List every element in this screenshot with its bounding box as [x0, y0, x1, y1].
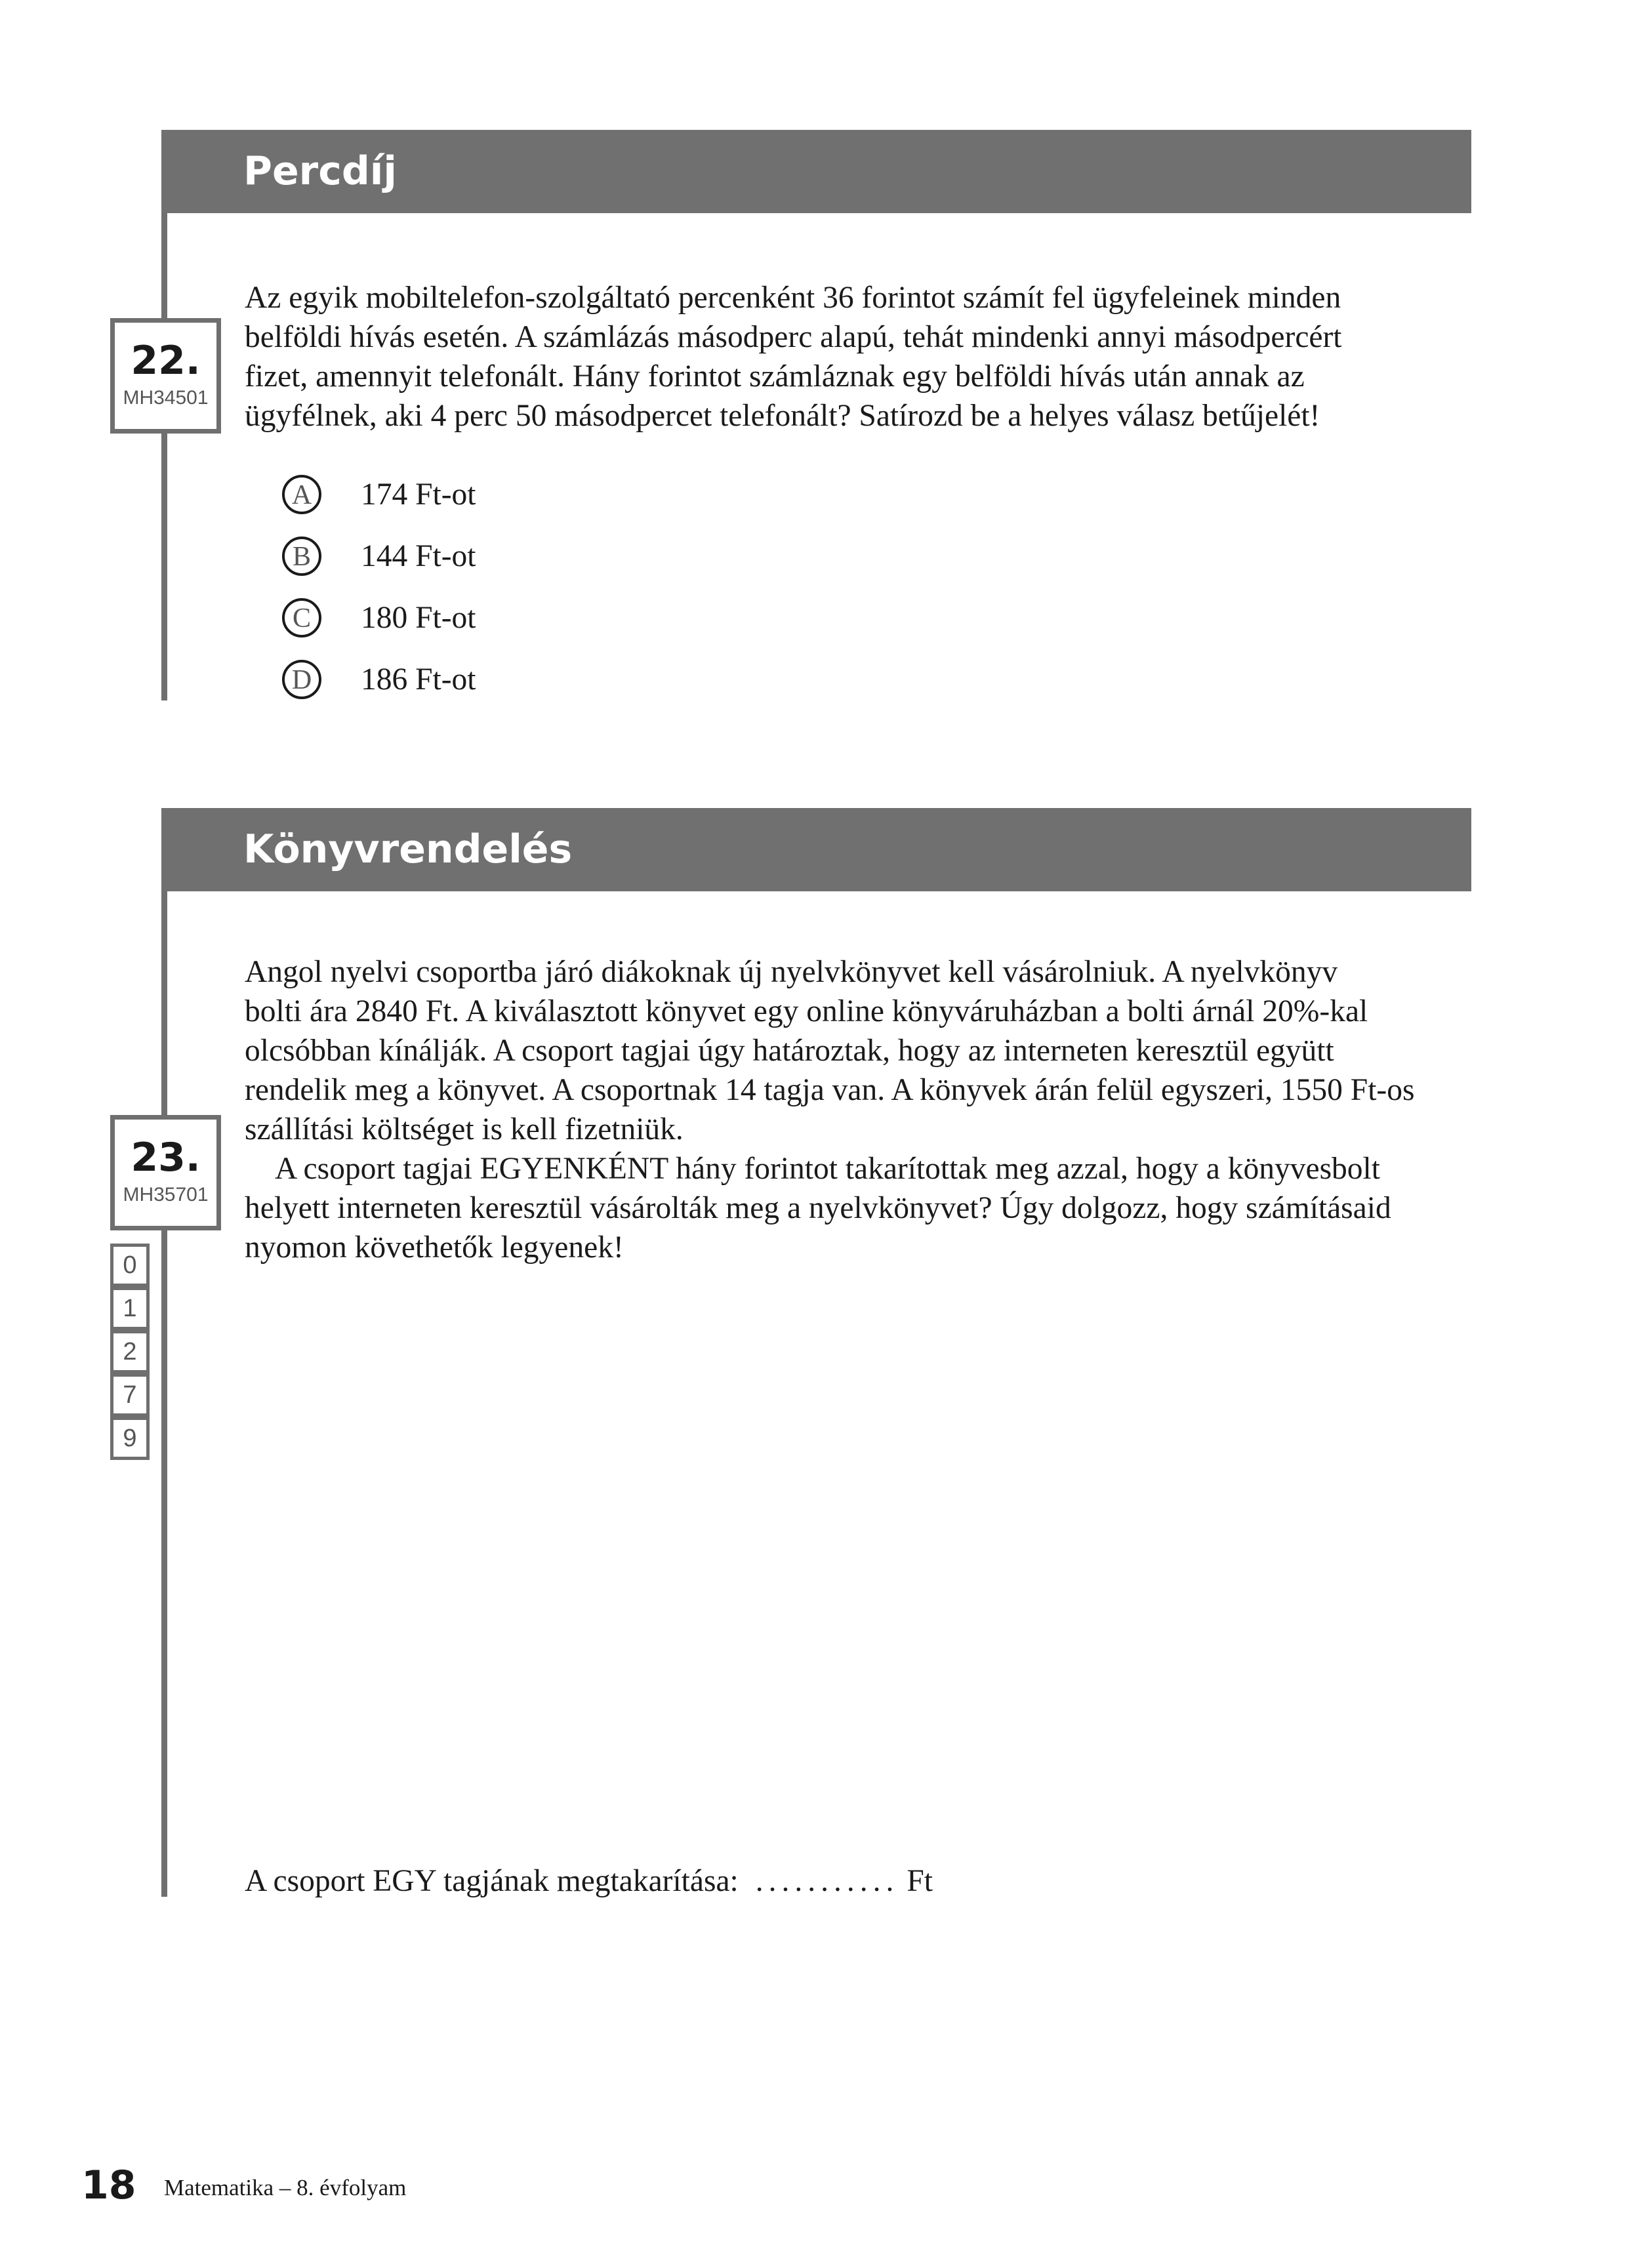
q22-line: Az egyik mobiltelefon-szolgáltató percenként 36 forintot számít fel ügyfeleinek minden: [245, 281, 1341, 315]
q22-title: Percdíj: [243, 148, 397, 194]
score-cell-7[interactable]: 7: [110, 1373, 150, 1417]
option-c-label: 180 Ft-ot: [361, 601, 476, 635]
q23-question-text: [245, 952, 1458, 1267]
q23-vertical-rule: [161, 808, 167, 1897]
answer-blank[interactable]: ...........: [755, 1864, 899, 1898]
q23-line: olcsóbban kínálják. A csoport tagjai úgy határoztak, hogy az interneten keresztül együtt: [245, 1034, 1334, 1068]
q23-number-box: [110, 1115, 221, 1230]
q23-line: Angol nyelvi csoportba járó diákoknak új nyelvkönyvet kell vásárolniuk. A nyelvkönyv: [245, 955, 1338, 989]
q23-answer-line: [245, 1861, 933, 1901]
q23-line: nyomon követhetők legyenek!: [245, 1230, 624, 1265]
page-number: 18: [81, 2162, 136, 2208]
answer-unit: Ft: [907, 1864, 933, 1898]
option-d-label: 186 Ft-ot: [361, 662, 476, 697]
q22-line: ügyfélnek, aki 4 perc 50 másodpercet telefonált? Satírozd be a helyes válasz betűjelét!: [245, 399, 1320, 433]
q23-line: rendelik meg a könyvet. A csoportnak 14 tagja van. A könyvek árán felül egyszeri, 1550 Ft-os: [245, 1073, 1415, 1107]
option-a-bubble[interactable]: A: [282, 475, 321, 514]
footer-subject: Matematika – 8. évfolyam: [164, 2175, 407, 2200]
q22-line: fizet, amennyit telefonált. Hány forintot számláznak egy belföldi hívás után annak az: [245, 359, 1305, 394]
score-cell-1[interactable]: 1: [110, 1287, 150, 1330]
q22-number-box: [110, 318, 221, 434]
q22-question-text: [245, 278, 1458, 435]
score-cell-0[interactable]: 0: [110, 1244, 150, 1287]
option-d-bubble[interactable]: D: [282, 660, 321, 699]
score-cell-9[interactable]: 9: [110, 1417, 150, 1460]
q23-title-bar: [161, 808, 1471, 891]
q22-title-bar: [161, 130, 1471, 213]
option-a-label: 174 Ft-ot: [361, 477, 476, 512]
score-cell-2[interactable]: 2: [110, 1330, 150, 1373]
q22-line: belföldi hívás esetén. A számlázás másodperc alapú, tehát mindenki annyi másodpercért: [245, 320, 1342, 354]
q22-number: 22.: [131, 338, 201, 384]
option-b-label: 144 Ft-ot: [361, 539, 476, 573]
q23-number: 23.: [131, 1135, 201, 1181]
q23-code: MH35701: [123, 1184, 209, 1205]
q22-code: MH34501: [123, 387, 209, 409]
q23-title: Könyvrendelés: [243, 826, 573, 872]
q23-line: helyett interneten keresztül vásárolták meg a nyelvkönyvet? Úgy dolgozz, hogy számításaid: [245, 1191, 1391, 1225]
option-c-bubble[interactable]: C: [282, 598, 321, 638]
q23-line: szállítási költséget is kell fizetniük.: [245, 1112, 684, 1146]
answer-label: A csoport EGY tagjának megtakarítása:: [245, 1864, 739, 1898]
option-b-bubble[interactable]: B: [282, 537, 321, 576]
q23-line: A csoport tagjai EGYENKÉNT hány forintot takarítottak meg azzal, hogy a könyvesbolt: [275, 1152, 1380, 1186]
q23-line: bolti ára 2840 Ft. A kiválasztott könyvet egy online könyváruházban a bolti árnál 20%-kal: [245, 994, 1368, 1028]
